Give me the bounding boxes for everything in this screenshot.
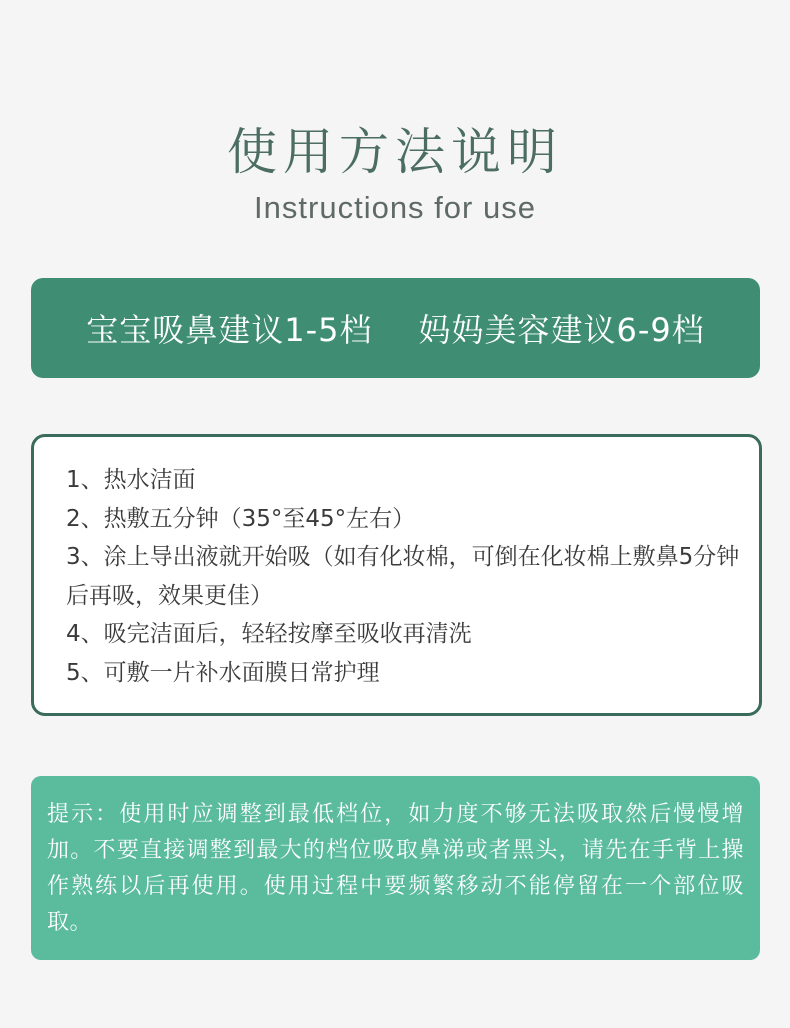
usage-tip-panel: [31, 776, 760, 960]
gear-recommendation-banner: [31, 278, 760, 378]
usage-tip-text: 提示：使用时应调整到最低档位，如力度不够无法吸取然后慢慢增加。不要直接调整到最大的档位吸取鼻涕或者黑头，请先在手背上操作熟练以后再使用。使用过程中要频繁移动不能停留在一个部位吸取。: [47, 802, 744, 935]
usage-step-2: 2、热敷五分钟（35°至45°左右）: [66, 505, 416, 532]
usage-steps-panel: [31, 434, 762, 716]
mom-gear-recommendation: 妈妈美容建议6-9档: [418, 311, 705, 349]
usage-step-4: 4、吸完洁面后，轻轻按摩至吸收再清洗: [66, 621, 472, 647]
usage-step-3: 3、涂上导出液就开始吸（如有化妆棉，可倒在化妆棉上敷鼻5分钟后再吸，效果更佳）: [66, 544, 740, 609]
page-subtitle: Instructions for use: [254, 190, 536, 225]
usage-step-1: 1、热水洁面: [66, 467, 196, 493]
usage-steps-list: [34, 437, 759, 692]
baby-gear-recommendation: 宝宝吸鼻建议1-5档: [86, 311, 373, 349]
page-title: 使用方法说明: [227, 123, 563, 181]
usage-step-5: 5、可敷一片补水面膜日常护理: [66, 659, 380, 686]
